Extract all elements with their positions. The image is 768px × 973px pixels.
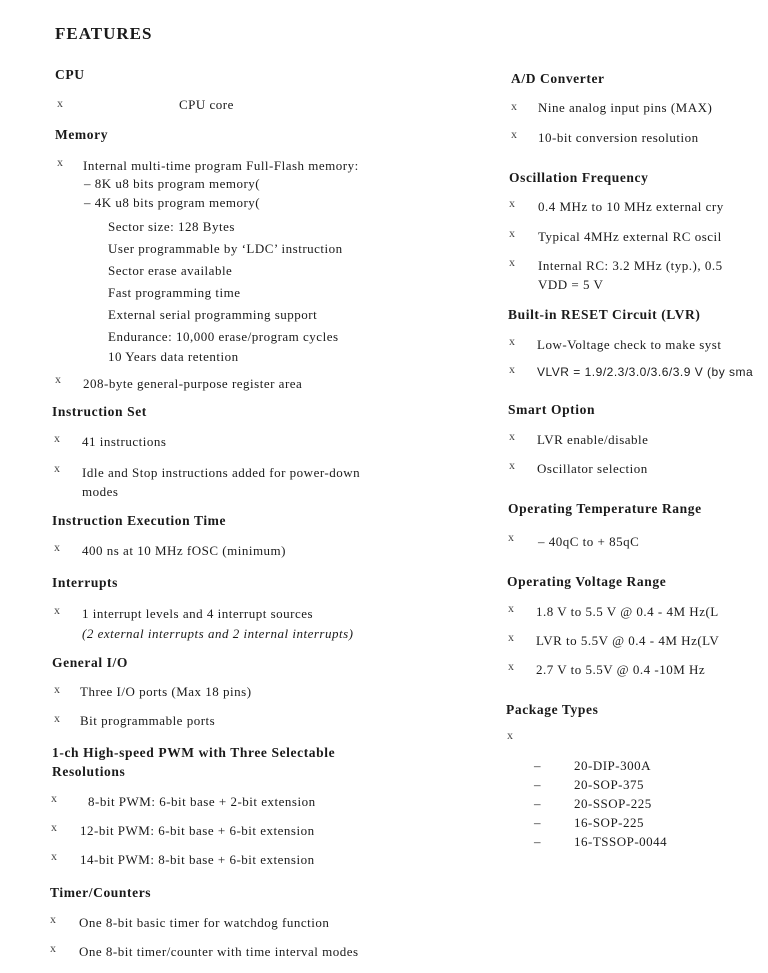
bullet-marker: x — [509, 429, 515, 443]
bullet-marker: x — [508, 630, 514, 644]
osc-crystal-text: 0.4 MHz to 10 MHz external cry — [538, 199, 724, 214]
register-text: 208-byte general-purpose register area — [83, 376, 303, 391]
package-item: 16-TSSOP-0044 — [574, 834, 668, 849]
interrupts-text: 1 interrupt levels and 4 interrupt sources — [82, 606, 314, 621]
bullet-marker: x — [509, 362, 515, 376]
temperature-range-text: – 40qC to + 85qC — [538, 534, 640, 549]
adc-pins-text: Nine analog input pins (MAX) — [538, 100, 713, 115]
instruction-set-heading: Instruction Set — [52, 404, 147, 419]
watchdog-timer-text: One 8-bit basic timer for watchdog function — [79, 915, 330, 930]
flash-memory-text: Internal multi-time program Full-Flash memory: — [83, 158, 359, 173]
adc-resolution-text: 10-bit conversion resolution — [538, 130, 699, 145]
osc-internal-text: Internal RC: 3.2 MHz (typ.), 0.5 — [538, 258, 723, 273]
gpio-heading: General I/O — [52, 655, 128, 670]
bullet-marker: x — [509, 226, 515, 240]
bullet-marker: x — [54, 603, 60, 617]
temperature-heading: Operating Temperature Range — [508, 501, 702, 516]
memory-heading: Memory — [55, 127, 109, 142]
bullet-marker: x — [508, 601, 514, 615]
pwm-8bit-text: 8-bit PWM: 6-bit base + 2-bit extension — [88, 794, 316, 809]
bullet-marker: x — [50, 941, 56, 955]
io-ports-text: Three I/O ports (Max 18 pins) — [80, 684, 252, 699]
memory-detail: Sector erase available — [108, 263, 233, 278]
voltage-range-text: 2.7 V to 5.5V @ 0.4 -10M Hz — [536, 662, 706, 677]
adc-heading: A/D Converter — [511, 71, 605, 86]
osc-vdd-text: VDD = 5 V — [538, 277, 604, 292]
osc-rc-text: Typical 4MHz external RC oscil — [538, 229, 722, 244]
memory-detail: Sector size: 128 Bytes — [108, 219, 235, 234]
bullet-marker: x — [511, 99, 517, 113]
list-dash: – — [534, 834, 541, 849]
voltage-heading: Operating Voltage Range — [507, 574, 667, 589]
memory-detail: Endurance: 10,000 erase/program cycles — [108, 329, 339, 344]
bullet-marker: x — [57, 155, 63, 169]
memory-detail: Fast programming time — [108, 285, 241, 300]
package-types-heading: Package Types — [506, 702, 599, 717]
package-item: 20-DIP-300A — [574, 758, 651, 773]
memory-detail: External serial programming support — [108, 307, 318, 322]
voltage-range-text: LVR to 5.5V @ 0.4 - 4M Hz(LV — [536, 633, 720, 648]
package-item: 16-SOP-225 — [574, 815, 645, 830]
memory-detail: 10 Years data retention — [108, 349, 239, 364]
list-dash: – — [534, 777, 541, 792]
timer-counter-text: One 8-bit timer/counter with time interval modes — [79, 944, 359, 959]
pwm-12bit-text: 12-bit PWM: 6-bit base + 6-bit extension — [80, 823, 315, 838]
interrupts-detail-text: (2 external interrupts and 2 internal interrupts) — [82, 626, 354, 641]
bullet-marker: x — [54, 711, 60, 725]
lvr-enable-text: LVR enable/disable — [537, 432, 649, 447]
bullet-marker: x — [54, 682, 60, 696]
bullet-marker: x — [51, 820, 57, 834]
execution-time-heading: Instruction Execution Time — [52, 513, 227, 528]
bullet-marker: x — [54, 461, 60, 475]
package-item: 20-SOP-375 — [574, 777, 645, 792]
memory-4k-text: – 4K u8 bits program memory( — [84, 195, 261, 210]
bullet-marker: x — [54, 431, 60, 445]
voltage-range-text: 1.8 V to 5.5 V @ 0.4 - 4M Hz(L — [536, 604, 719, 619]
execution-time-text: 400 ns at 10 MHz fOSC (minimum) — [82, 543, 286, 558]
bullet-marker: x — [50, 912, 56, 926]
cpu-heading: CPU — [55, 67, 85, 82]
bullet-marker: x — [511, 127, 517, 141]
bullet-marker: x — [55, 372, 61, 386]
bullet-marker: x — [509, 334, 515, 348]
bullet-marker: x — [54, 540, 60, 554]
interrupts-heading: Interrupts — [52, 575, 118, 590]
bullet-marker: x — [508, 659, 514, 673]
list-dash: – — [534, 815, 541, 830]
bullet-marker: x — [509, 458, 515, 472]
bullet-marker: x — [509, 196, 515, 210]
pwm-14bit-text: 14-bit PWM: 8-bit base + 6-bit extension — [80, 852, 315, 867]
cpu-core-text: CPU core — [179, 97, 234, 112]
pwm-heading: 1-ch High-speed PWM with Three Selectable — [52, 745, 336, 760]
list-dash: – — [534, 796, 541, 811]
vlvr-text: VLVR = 1.9/2.3/3.0/3.6/3.9 V (by sma — [537, 365, 754, 379]
memory-detail: User programmable by ‘LDC’ instruction — [108, 241, 343, 256]
reset-heading: Built-in RESET Circuit (LVR) — [508, 307, 701, 322]
low-voltage-check-text: Low-Voltage check to make syst — [537, 337, 722, 352]
smart-option-heading: Smart Option — [508, 402, 596, 417]
package-item: 20-SSOP-225 — [574, 796, 652, 811]
bit-ports-text: Bit programmable ports — [80, 713, 216, 728]
idle-stop-text-cont: modes — [82, 484, 119, 499]
memory-8k-text: – 8K u8 bits program memory( — [84, 176, 261, 191]
pwm-heading-cont: Resolutions — [52, 764, 126, 779]
bullet-marker: x — [51, 849, 57, 863]
bullet-marker: x — [51, 791, 57, 805]
oscillation-heading: Oscillation Frequency — [509, 170, 649, 185]
osc-selection-text: Oscillator selection — [537, 461, 648, 476]
idle-stop-text: Idle and Stop instructions added for power-down — [82, 465, 361, 480]
timers-heading: Timer/Counters — [50, 885, 152, 900]
instructions-count-text: 41 instructions — [82, 434, 167, 449]
bullet-marker: x — [507, 728, 513, 742]
bullet-marker: x — [508, 530, 514, 544]
bullet-marker: x — [57, 96, 63, 110]
page-title: FEATURES — [55, 24, 153, 43]
list-dash: – — [534, 758, 541, 773]
bullet-marker: x — [509, 255, 515, 269]
